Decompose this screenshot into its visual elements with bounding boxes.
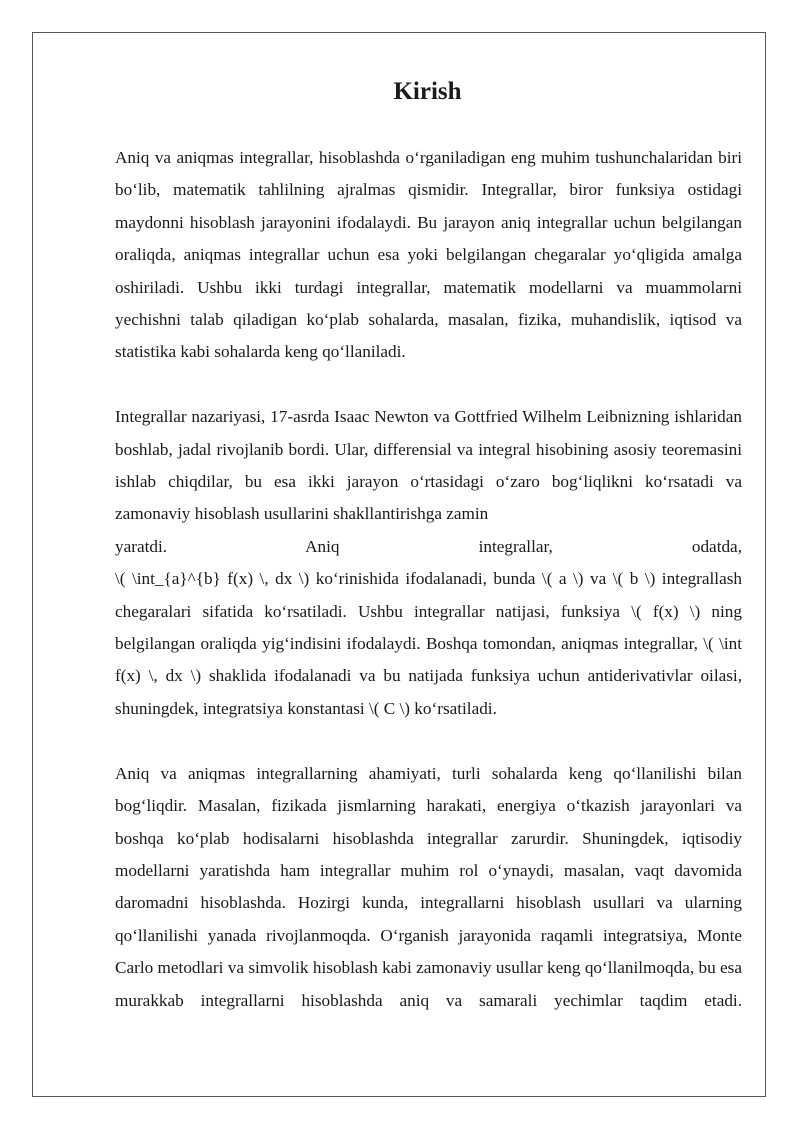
document-body [115, 142, 742, 1049]
paragraph-2-rest: \( \int_{a}^{b} f(x) \, dx \) ko‘rinishida ifodalanadi, bunda \( a \) va \( b \) integrallash chegaralari sifatida ko‘rsatiladi. Ushbu integrallar natijasi, funksiya \( f(x) \) ning belgilangan oraliqda yig‘indisini ifodalaydi. Boshqa tomondan, aniqmas integrallar, \( \int f(x) \, dx \) shaklida ifodalanadi va bu natijada funksiya uchun antiderivativlar oilasi, shuningdek, integratsiya konstantasi \( C \) ko‘rsatiladi. [115, 569, 742, 718]
document-title: Kirish [393, 78, 462, 105]
paragraph-2-text: Integrallar nazariyasi, 17-asrda Isaac Newton va Gottfried Wilhelm Leibnizning ishlaridan boshlab, jadal rivojlanib bordi. Ular, differensial va integral hisobining asosiy teoremasini ishlab chiqdilar, bu esa ikki jarayon o‘rtasidagi o‘zaro bog‘liqlikni ko‘rsatadi va zamonaviy hisoblash usullarini shakllantirishga zamin [115, 407, 742, 524]
paragraph-2-forced-line: yaratdi. Aniq integrallar, odatda, [115, 536, 742, 556]
paragraph-1: Aniq va aniqmas integrallar, hisoblashda o‘rganiladigan eng muhim tushunchalaridan biri bo‘lib, matematik tahlilning ajralmas qismidir. Integrallar, biror funksiya ostidagi maydonni hisoblash jarayonini ifodalaydi. Bu jarayon aniq integrallar uchun belgilangan oraliqda, aniqmas integrallar uchun esa yoki belgilangan chegaralar yo‘qligida amalga oshiriladi. Ushbu ikki turdagi integrallar, matematik modellarni va muammolarni yechishni talab qiladigan ko‘plab sohalarda, masalan, fizika, muhandislik, iqtisod va statistika kabi sohalarda keng qo‘llaniladi. [115, 148, 742, 362]
paragraph-3: Aniq va aniqmas integrallarning ahamiyati, turli sohalarda keng qo‘llanilishi bilan bog‘liqdir. Masalan, fizikada jismlarning harakati, energiya o‘tkazish jarayonlari va boshqa ko‘plab hodisalarni hisoblashda integrallar zarurdir. Shuningdek, iqtisodiy modellarni yaratishda ham integrallar muhim rol o‘ynaydi, masalan, vaqt davomida daromadni hisoblashda. Hozirgi kunda, integrallarni hisoblash usullari va ularning qo‘llanilishi yanada rivojlanmoqda. O‘rganish jarayonida raqamli integratsiya, Monte Carlo metodlari va simvolik hisoblash kabi zamonaviy usullar keng qo‘llanilmoqda, bu esa murakkab integrallarni hisoblashda aniq va samarali yechimlar taqdim etadi. [115, 763, 742, 1010]
paragraph-2 [115, 401, 742, 725]
